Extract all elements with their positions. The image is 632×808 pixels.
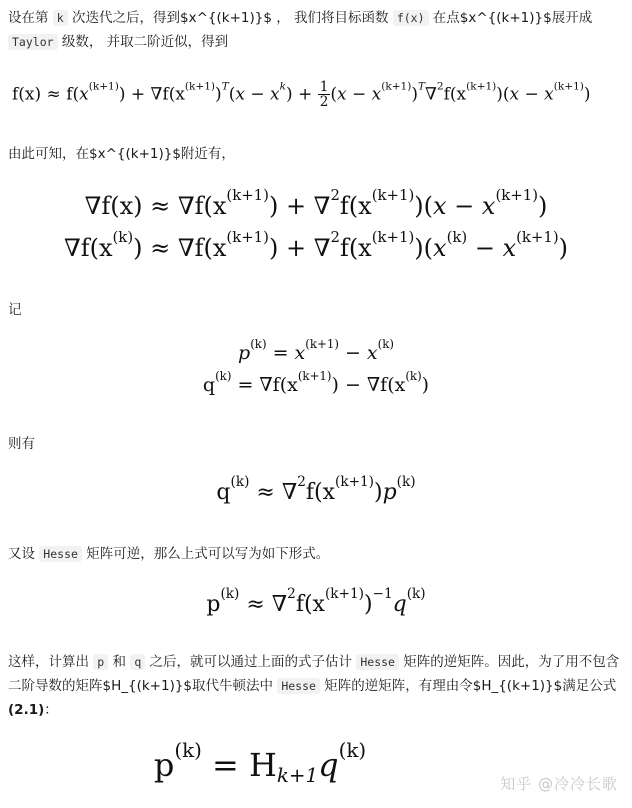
text-run: 设在第 [8,10,53,26]
text-run: 矩阵的逆矩阵。因此，为了用不包含二阶导数的矩阵$H_{(k+1)}$取代牛顿法中 [8,654,620,694]
gradient-approx-equation-1: $\nabla f(x) \approx \nabla f(x^{(k+1)}) + \nabla^2f(x^{(k+1)})(x - x^{(k+1)})$ [84,185,548,220]
formula-reference: (2.1) [8,702,45,718]
text-run: 次迭代之后，得到$x^{(k+1)}$ ， 我们将目标函数 [67,10,393,26]
quasi-newton-condition-equation: $p^{(k)} = H_{k+1}q^{(k)}$ [153,739,367,787]
invertible-paragraph [8,542,624,566]
q-definition-equation: $q^{(k)} = \nabla f(x^{(k+1)}) - \nabla f(x^{(k)})$ [202,368,430,396]
gradient-approx-equation-2: $\nabla f(x^{(k)}) \approx \nabla f(x^{(k+1)}) + \nabla^2f(x^{(k+1)})(x^{(k)} - x^{(k+1)})$ [63,227,569,262]
notation-paragraph [8,298,624,322]
inline-code-k: k [53,10,68,26]
fraction-one-half: $\frac{1}{2}$ [319,79,329,111]
text-run: 又设 [8,546,40,562]
inline-code-hesse: Hesse [277,678,320,694]
text-run: 之后，就可以通过上面的式子估计 [145,654,357,670]
inline-code-hesse: Hesse [39,546,82,562]
text-run: 则有 [8,436,35,452]
secant-relation-equation: $q^{(k)} \approx \nabla^2f(x^{(k+1)})p^{(k)}$ [216,474,416,505]
inverse-relation-equation: $p^{(k)} \approx \nabla^2f(x^{(k+1)})^{-1}q^{(k)}$ [206,586,426,617]
taylor-expansion-equation: $f(x) \approx f(x^{(k+1)}) + \nabla f(x^{(k+1)})^T(x - x^k)$ + $\frac{1}{2}$ $(x - x^{(k+1)})^T\nabla^2f(x^{(k+1)})(x - x^{(k+1)})$ [12,79,591,111]
near-point-paragraph [8,142,624,166]
text-run: 记 [8,302,22,318]
conclusion-paragraph [8,650,624,722]
then-paragraph [8,432,624,456]
text-run: 由此可知，在$x^{(k+1)}$附近有， [8,146,235,162]
text-run: 矩阵的逆矩阵，有理由令$H_{(k+1)}$满足公式 [319,678,617,694]
p-definition-equation: $p^{(k)} = x^{(k+1)} - x^{(k)}$ [238,336,394,364]
zhihu-watermark: 知乎 @冷冷长歌 [500,775,618,793]
text-run: 在点$x^{(k+1)}$展开成 [428,10,593,26]
text-run: 级数， 并取二阶近似，得到 [57,34,229,50]
inline-code-taylor: Taylor [8,34,58,50]
text-run: 这样，计算出 [8,654,94,670]
text-run: 矩阵可逆，那么上式可以写为如下形式。 [81,546,330,562]
inline-code-q: q [130,654,145,670]
inline-code-fx: f(x) [393,10,429,26]
text-run: 和 [108,654,131,670]
inline-code-p: p [93,654,108,670]
inline-code-hesse: Hesse [356,654,399,670]
intro-paragraph [8,6,624,54]
text-run: ： [44,702,58,718]
